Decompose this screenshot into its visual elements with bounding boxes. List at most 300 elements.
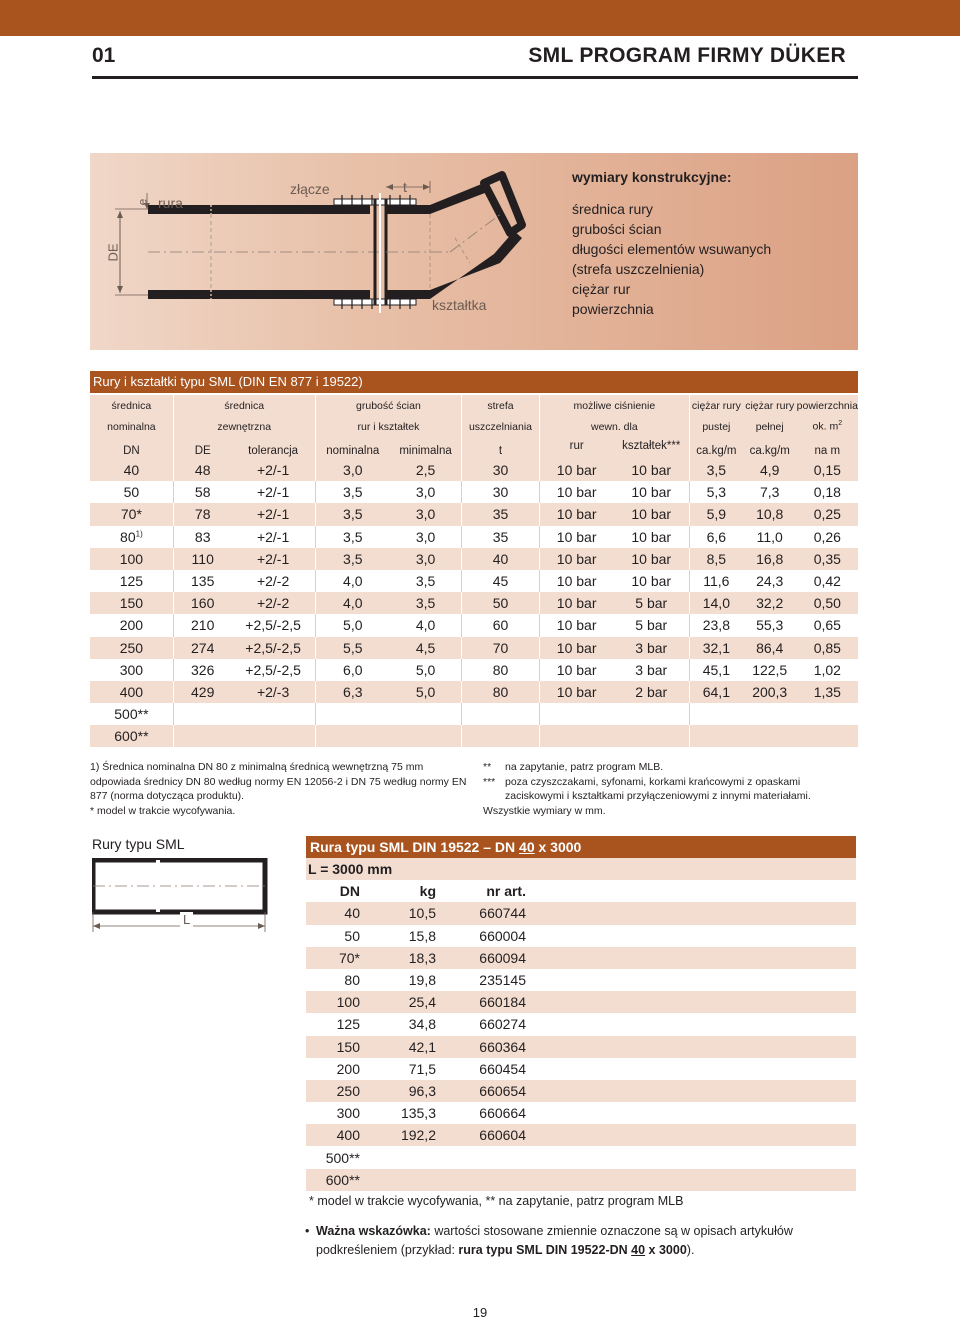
cell-t	[461, 503, 539, 525]
label-zlacze: złącze	[290, 181, 330, 197]
label-de: DE	[105, 243, 121, 262]
cell-value: 5 bar	[635, 595, 668, 612]
col-header: uszczelniania	[461, 416, 539, 437]
cell-value: +2/-2	[256, 573, 290, 590]
cell-value: 80	[120, 528, 136, 545]
cell-rur	[539, 614, 614, 636]
cell-ksz	[614, 592, 689, 614]
important-note	[305, 1222, 860, 1260]
chapter-number: 01	[92, 44, 116, 67]
cell-dn	[90, 659, 173, 681]
cell-ksz	[614, 570, 689, 592]
cell-dn	[90, 503, 173, 525]
cell-min	[390, 459, 461, 481]
top-color-bar	[0, 0, 960, 36]
spec-line: powierzchnia	[572, 301, 654, 317]
cell-value: 10 bar	[556, 573, 597, 590]
col-header: DN	[306, 880, 364, 902]
cell-value: 4,9	[759, 462, 780, 479]
cell-value: 7,3	[759, 484, 780, 501]
cell-value: +2,5/-2,5	[245, 661, 301, 678]
cell-rur	[539, 570, 614, 592]
cell-t	[461, 526, 539, 548]
cell-min	[390, 637, 461, 659]
table-header-row	[90, 395, 858, 416]
col-header: na m	[797, 437, 858, 459]
cell-value: 6,6	[706, 528, 727, 545]
table-row	[306, 969, 856, 991]
cell-kg: 15,8	[364, 925, 442, 947]
cell-kg	[364, 1169, 442, 1191]
cell-w1	[689, 659, 743, 681]
cell-dn: 50	[306, 925, 364, 947]
cell-w2	[743, 459, 797, 481]
cell-min	[390, 659, 461, 681]
cell-dn: 200	[306, 1058, 364, 1080]
cell-value: 78	[194, 506, 211, 523]
cell-t	[461, 637, 539, 659]
cell-de	[173, 459, 232, 481]
pipes-title-text: Rura typu SML DIN 19522 – DN	[310, 839, 520, 855]
cell-value: 32,2	[756, 595, 784, 612]
cell-rur	[539, 459, 614, 481]
note-text: ).	[686, 1243, 695, 1257]
table-row	[306, 925, 856, 947]
cell-value: 11,6	[703, 573, 730, 590]
label-l: L	[180, 912, 193, 927]
cell-dn: 100	[306, 991, 364, 1013]
cell-area	[797, 703, 858, 725]
cell-nom	[315, 725, 390, 747]
superscript: 2	[838, 420, 843, 428]
cell-ksz	[614, 637, 689, 659]
table-row	[90, 526, 858, 548]
cell-value: 83	[194, 528, 211, 545]
cell-value: 10 bar	[631, 528, 672, 545]
cell-min	[390, 681, 461, 703]
cell-art: 660744	[442, 902, 530, 924]
cell-area	[797, 637, 858, 659]
cell-value: 70*	[120, 506, 142, 523]
cell-value: 5,9	[706, 506, 727, 523]
header-divider	[92, 76, 858, 79]
cell-area	[797, 659, 858, 681]
cell-w1	[689, 481, 743, 503]
cell-value: 4,5	[415, 639, 436, 656]
cell-value: 2 bar	[635, 683, 668, 700]
cell-w2	[743, 481, 797, 503]
cell-nom	[315, 592, 390, 614]
cell-dn: 40	[306, 902, 364, 924]
cell-dn	[90, 570, 173, 592]
cell-value: 3,5	[343, 528, 363, 545]
cell-value: 1,02	[813, 661, 841, 678]
cell-min	[390, 526, 461, 548]
label-t: t	[403, 179, 407, 195]
col-header: pełnej	[743, 416, 797, 437]
cell-value: 0,18	[813, 484, 841, 501]
col-header: średnica	[173, 395, 315, 416]
cell-nom	[315, 681, 390, 703]
cell-value: 86,4	[756, 639, 784, 656]
cell-tol	[232, 481, 315, 503]
note-text: wartości stosowane zmiennie oznaczone są w opisach artykułów podkreśleniem (przykład:	[316, 1224, 793, 1257]
cell-value: 100	[119, 550, 144, 567]
cell-art: 235145	[442, 969, 530, 991]
cell-kg: 34,8	[364, 1013, 442, 1035]
cell-value: 250	[119, 639, 144, 656]
cell-rur	[539, 659, 614, 681]
cell-value: 3,0	[415, 506, 436, 523]
cell-value: 10 bar	[556, 484, 597, 501]
col-header: DE	[173, 437, 232, 459]
cell-value: 10 bar	[556, 595, 597, 612]
section-title: Rury typu SML	[92, 836, 185, 852]
label-e: e	[135, 198, 150, 206]
cell-dn: 300	[306, 1102, 364, 1124]
footnote-mark: ***	[483, 775, 496, 788]
cell-dn	[90, 725, 173, 747]
cell-art: 660274	[442, 1013, 530, 1035]
table-row	[306, 902, 856, 924]
pipes-table-title	[306, 836, 856, 858]
cell-kg: 192,2	[364, 1124, 442, 1146]
cell-w2	[743, 548, 797, 570]
cell-value: 160	[191, 595, 215, 612]
footnotes-right	[483, 760, 858, 818]
cell-value: 0,15	[813, 462, 841, 479]
table-header-row	[90, 437, 858, 459]
cell-w1	[689, 548, 743, 570]
cell-value: 5,0	[415, 683, 436, 700]
cell-rur	[539, 703, 614, 725]
cell-value: 4,0	[415, 617, 436, 634]
cell-value: 11,0	[756, 528, 783, 545]
note-example	[458, 1243, 686, 1257]
cell-w2	[743, 526, 797, 548]
cell-min	[390, 481, 461, 503]
table-row	[90, 481, 858, 503]
cell-value: 10 bar	[631, 550, 672, 567]
cell-value: 10 bar	[556, 528, 597, 545]
cell-nom	[315, 637, 390, 659]
cell-t	[461, 459, 539, 481]
cell-value: 50	[492, 595, 509, 612]
cell-nom	[315, 548, 390, 570]
col-header: nominalna	[90, 416, 173, 437]
cell-value: 10 bar	[556, 506, 597, 523]
cell-w2	[743, 725, 797, 747]
cell-de	[173, 526, 232, 548]
cell-t	[461, 681, 539, 703]
cell-min	[390, 503, 461, 525]
cell-de	[173, 592, 232, 614]
cell-value: +2/-1	[256, 550, 290, 567]
col-header-text: ok. m	[812, 420, 839, 433]
table-row	[90, 725, 858, 747]
cell-tol	[232, 503, 315, 525]
cell-dn	[90, 637, 173, 659]
cell-value: 5,5	[343, 639, 363, 656]
cell-value: 300	[119, 661, 144, 678]
cell-tol	[232, 725, 315, 747]
cell-kg: 18,3	[364, 947, 442, 969]
label-rura: rura	[158, 195, 183, 211]
table-row	[90, 459, 858, 481]
cell-min	[390, 703, 461, 725]
table-row	[90, 548, 858, 570]
cell-value: 8,5	[706, 550, 727, 567]
cell-value: 10 bar	[556, 617, 597, 634]
col-header: grubość ścian	[315, 395, 462, 416]
cell-dn	[90, 681, 173, 703]
cell-de	[173, 548, 232, 570]
cell-area	[797, 614, 858, 636]
cell-value: 5,0	[415, 661, 436, 678]
cell-kg	[364, 1146, 442, 1168]
col-header: nr art.	[442, 880, 530, 902]
cell-ksz	[614, 548, 689, 570]
cell-value: 0,25	[813, 506, 841, 523]
col-header: rur	[539, 437, 614, 459]
table-row	[90, 614, 858, 636]
col-header: średnica	[90, 395, 173, 416]
spec-line: grubości ścian	[572, 221, 662, 237]
cell-value: 0,35	[813, 550, 841, 567]
col-header: ciężar rury	[689, 395, 743, 416]
cell-value: 10 bar	[556, 661, 597, 678]
footnote: 1) Średnica nominalna DN 80 z minimalną średnicą wewnętrzną 75 mm odpowiada średnicy DN 80 według normy EN 12056-2 i DN 75 według normy EN 877 (norma dotycząca produktu).	[90, 761, 467, 802]
cell-dn: 150	[306, 1036, 364, 1058]
cell-de	[173, 637, 232, 659]
table-row	[306, 1058, 856, 1080]
spec-line: (strefa uszczelnienia)	[572, 261, 705, 277]
cell-value: 80	[492, 683, 509, 700]
col-header: t	[461, 437, 539, 459]
cell-value: 429	[191, 683, 215, 700]
cell-value: 326	[191, 661, 215, 678]
cell-art: 660004	[442, 925, 530, 947]
cell-dn	[90, 526, 173, 548]
col-header: kształtek***	[614, 437, 689, 459]
cell-w1	[689, 614, 743, 636]
page-title: SML PROGRAM FIRMY DÜKER	[528, 44, 846, 67]
cell-ksz	[614, 725, 689, 747]
cell-value: 10 bar	[556, 550, 597, 567]
footnote-text: na zapytanie, patrz program MLB.	[505, 761, 664, 773]
cell-w2	[743, 570, 797, 592]
cell-w1	[689, 526, 743, 548]
cell-tol	[232, 637, 315, 659]
cell-dn: 250	[306, 1080, 364, 1102]
cell-ksz	[614, 526, 689, 548]
spec-line: ciężar rur	[572, 281, 631, 297]
table-header-row	[90, 416, 858, 437]
cell-value: +2/-1	[256, 462, 290, 479]
cell-dn	[90, 592, 173, 614]
cell-art	[442, 1169, 530, 1191]
cell-value: 45	[492, 573, 509, 590]
cell-area	[797, 481, 858, 503]
cell-value: 110	[191, 550, 214, 567]
cell-de	[173, 681, 232, 703]
cell-min	[390, 725, 461, 747]
col-header: wewn. dla	[539, 416, 689, 437]
cell-value: 135	[191, 573, 215, 590]
page-number: 19	[472, 1305, 488, 1320]
cell-nom	[315, 614, 390, 636]
cell-w2	[743, 614, 797, 636]
cell-t	[461, 614, 539, 636]
col-header: możliwe ciśnienie	[539, 395, 689, 416]
cell-value: 10 bar	[631, 573, 672, 590]
cell-value: 16,8	[756, 550, 784, 567]
cell-w2	[743, 637, 797, 659]
cell-value: 6,0	[343, 661, 363, 678]
cell-w1	[689, 570, 743, 592]
table-row	[90, 703, 858, 725]
footnotes-left	[90, 760, 470, 818]
cell-value: 58	[194, 484, 211, 501]
cell-t	[461, 592, 539, 614]
spec-line: średnica rury	[572, 201, 653, 217]
cell-nom	[315, 503, 390, 525]
cell-de	[173, 659, 232, 681]
cell-w2	[743, 681, 797, 703]
cell-t	[461, 703, 539, 725]
cell-tol	[232, 459, 315, 481]
col-header	[797, 416, 858, 437]
cell-value: 60	[492, 617, 509, 634]
cell-value: 10 bar	[631, 484, 672, 501]
example-text: rura typu SML DIN 19522-DN	[458, 1243, 632, 1257]
cell-value: 30	[492, 462, 509, 479]
cell-art	[442, 1146, 530, 1168]
cell-art: 660454	[442, 1058, 530, 1080]
table-row	[306, 1102, 856, 1124]
footnote-text: Wszystkie wymiary w mm.	[483, 804, 606, 817]
table-row	[306, 1124, 856, 1146]
cell-value: 3,0	[415, 528, 436, 545]
cell-area	[797, 681, 858, 703]
cell-area	[797, 459, 858, 481]
cell-value: +2/-1	[256, 528, 290, 545]
cell-dn	[90, 459, 173, 481]
cell-de	[173, 481, 232, 503]
cell-value: 10 bar	[631, 462, 672, 479]
cell-value: 70	[492, 639, 509, 656]
col-header: zewnętrzna	[173, 416, 315, 437]
cell-ksz	[614, 481, 689, 503]
cell-ksz	[614, 681, 689, 703]
cell-value: 210	[191, 617, 215, 634]
cell-rur	[539, 592, 614, 614]
cell-dn	[90, 481, 173, 503]
cell-value: 3,5	[706, 462, 727, 479]
cell-min	[390, 614, 461, 636]
cell-w1	[689, 637, 743, 659]
cell-value: 122,5	[752, 661, 788, 678]
cell-t	[461, 659, 539, 681]
col-header: ca.kg/m	[689, 437, 743, 459]
cell-rur	[539, 503, 614, 525]
cell-value: 125	[119, 573, 144, 590]
table-row	[306, 1169, 856, 1191]
cell-art: 660604	[442, 1124, 530, 1146]
cell-w1	[689, 459, 743, 481]
cell-value: 45,1	[702, 661, 730, 678]
table-row	[306, 1080, 856, 1102]
cell-value: 2,5	[415, 462, 436, 479]
cell-value: 10 bar	[556, 683, 597, 700]
example-text: x 3000	[645, 1243, 687, 1257]
table-row	[306, 947, 856, 969]
cell-nom	[315, 703, 390, 725]
table-row	[90, 503, 858, 525]
cell-t	[461, 570, 539, 592]
col-header: DN	[90, 437, 173, 459]
cell-w1	[689, 503, 743, 525]
pipes-footnote: * model w trakcie wycofywania, ** na zapytanie, patrz program MLB	[309, 1194, 684, 1208]
table-row	[90, 659, 858, 681]
cell-value: 3,0	[415, 484, 436, 501]
cell-tol	[232, 659, 315, 681]
cell-value: 150	[119, 595, 144, 612]
cell-value: 24,3	[756, 573, 784, 590]
note-label: Ważna wskazówka:	[316, 1224, 431, 1238]
cell-value: 48	[194, 462, 211, 479]
cell-value: 10 bar	[556, 639, 597, 656]
cell-min	[390, 592, 461, 614]
cell-nom	[315, 659, 390, 681]
pipe-drawing	[92, 858, 272, 943]
cell-de	[173, 703, 232, 725]
cell-min	[390, 570, 461, 592]
footnote	[483, 775, 858, 804]
cell-area	[797, 526, 858, 548]
pipes-title-dn: 40	[519, 839, 535, 855]
cell-dn: 400	[306, 1124, 364, 1146]
cell-value: 5,3	[706, 484, 727, 501]
table-row	[306, 1036, 856, 1058]
footnote: * model w trakcie wycofywania.	[90, 804, 236, 817]
cell-value: 4,0	[343, 595, 363, 612]
cell-value: 3,5	[415, 595, 436, 612]
cell-t	[461, 481, 539, 503]
cell-art: 660184	[442, 991, 530, 1013]
length-row	[306, 858, 856, 880]
cell-value: 200,3	[752, 683, 788, 700]
cell-dn	[90, 548, 173, 570]
cell-value: 600**	[114, 728, 149, 745]
cell-kg: 71,5	[364, 1058, 442, 1080]
cell-value: 80	[492, 661, 509, 678]
cell-kg: 42,1	[364, 1036, 442, 1058]
table-row	[306, 991, 856, 1013]
cell-value: 32,1	[702, 639, 730, 656]
cell-kg: 19,8	[364, 969, 442, 991]
bullet: •	[305, 1224, 310, 1238]
construction-diagram	[90, 153, 858, 350]
cell-w1	[689, 725, 743, 747]
cell-rur	[539, 548, 614, 570]
superscript: 1)	[135, 529, 143, 538]
cell-kg: 96,3	[364, 1080, 442, 1102]
footnote-text: poza czyszczakami, syfonami, korkami krańcowymi z opaskami zaciskowymi i kształtkami przyłączeniowymi z innymi materiałami.	[505, 775, 811, 802]
pipes-title-text: x 3000	[534, 839, 582, 855]
cell-value: +2/-1	[256, 506, 290, 523]
table-header-row	[306, 880, 856, 902]
